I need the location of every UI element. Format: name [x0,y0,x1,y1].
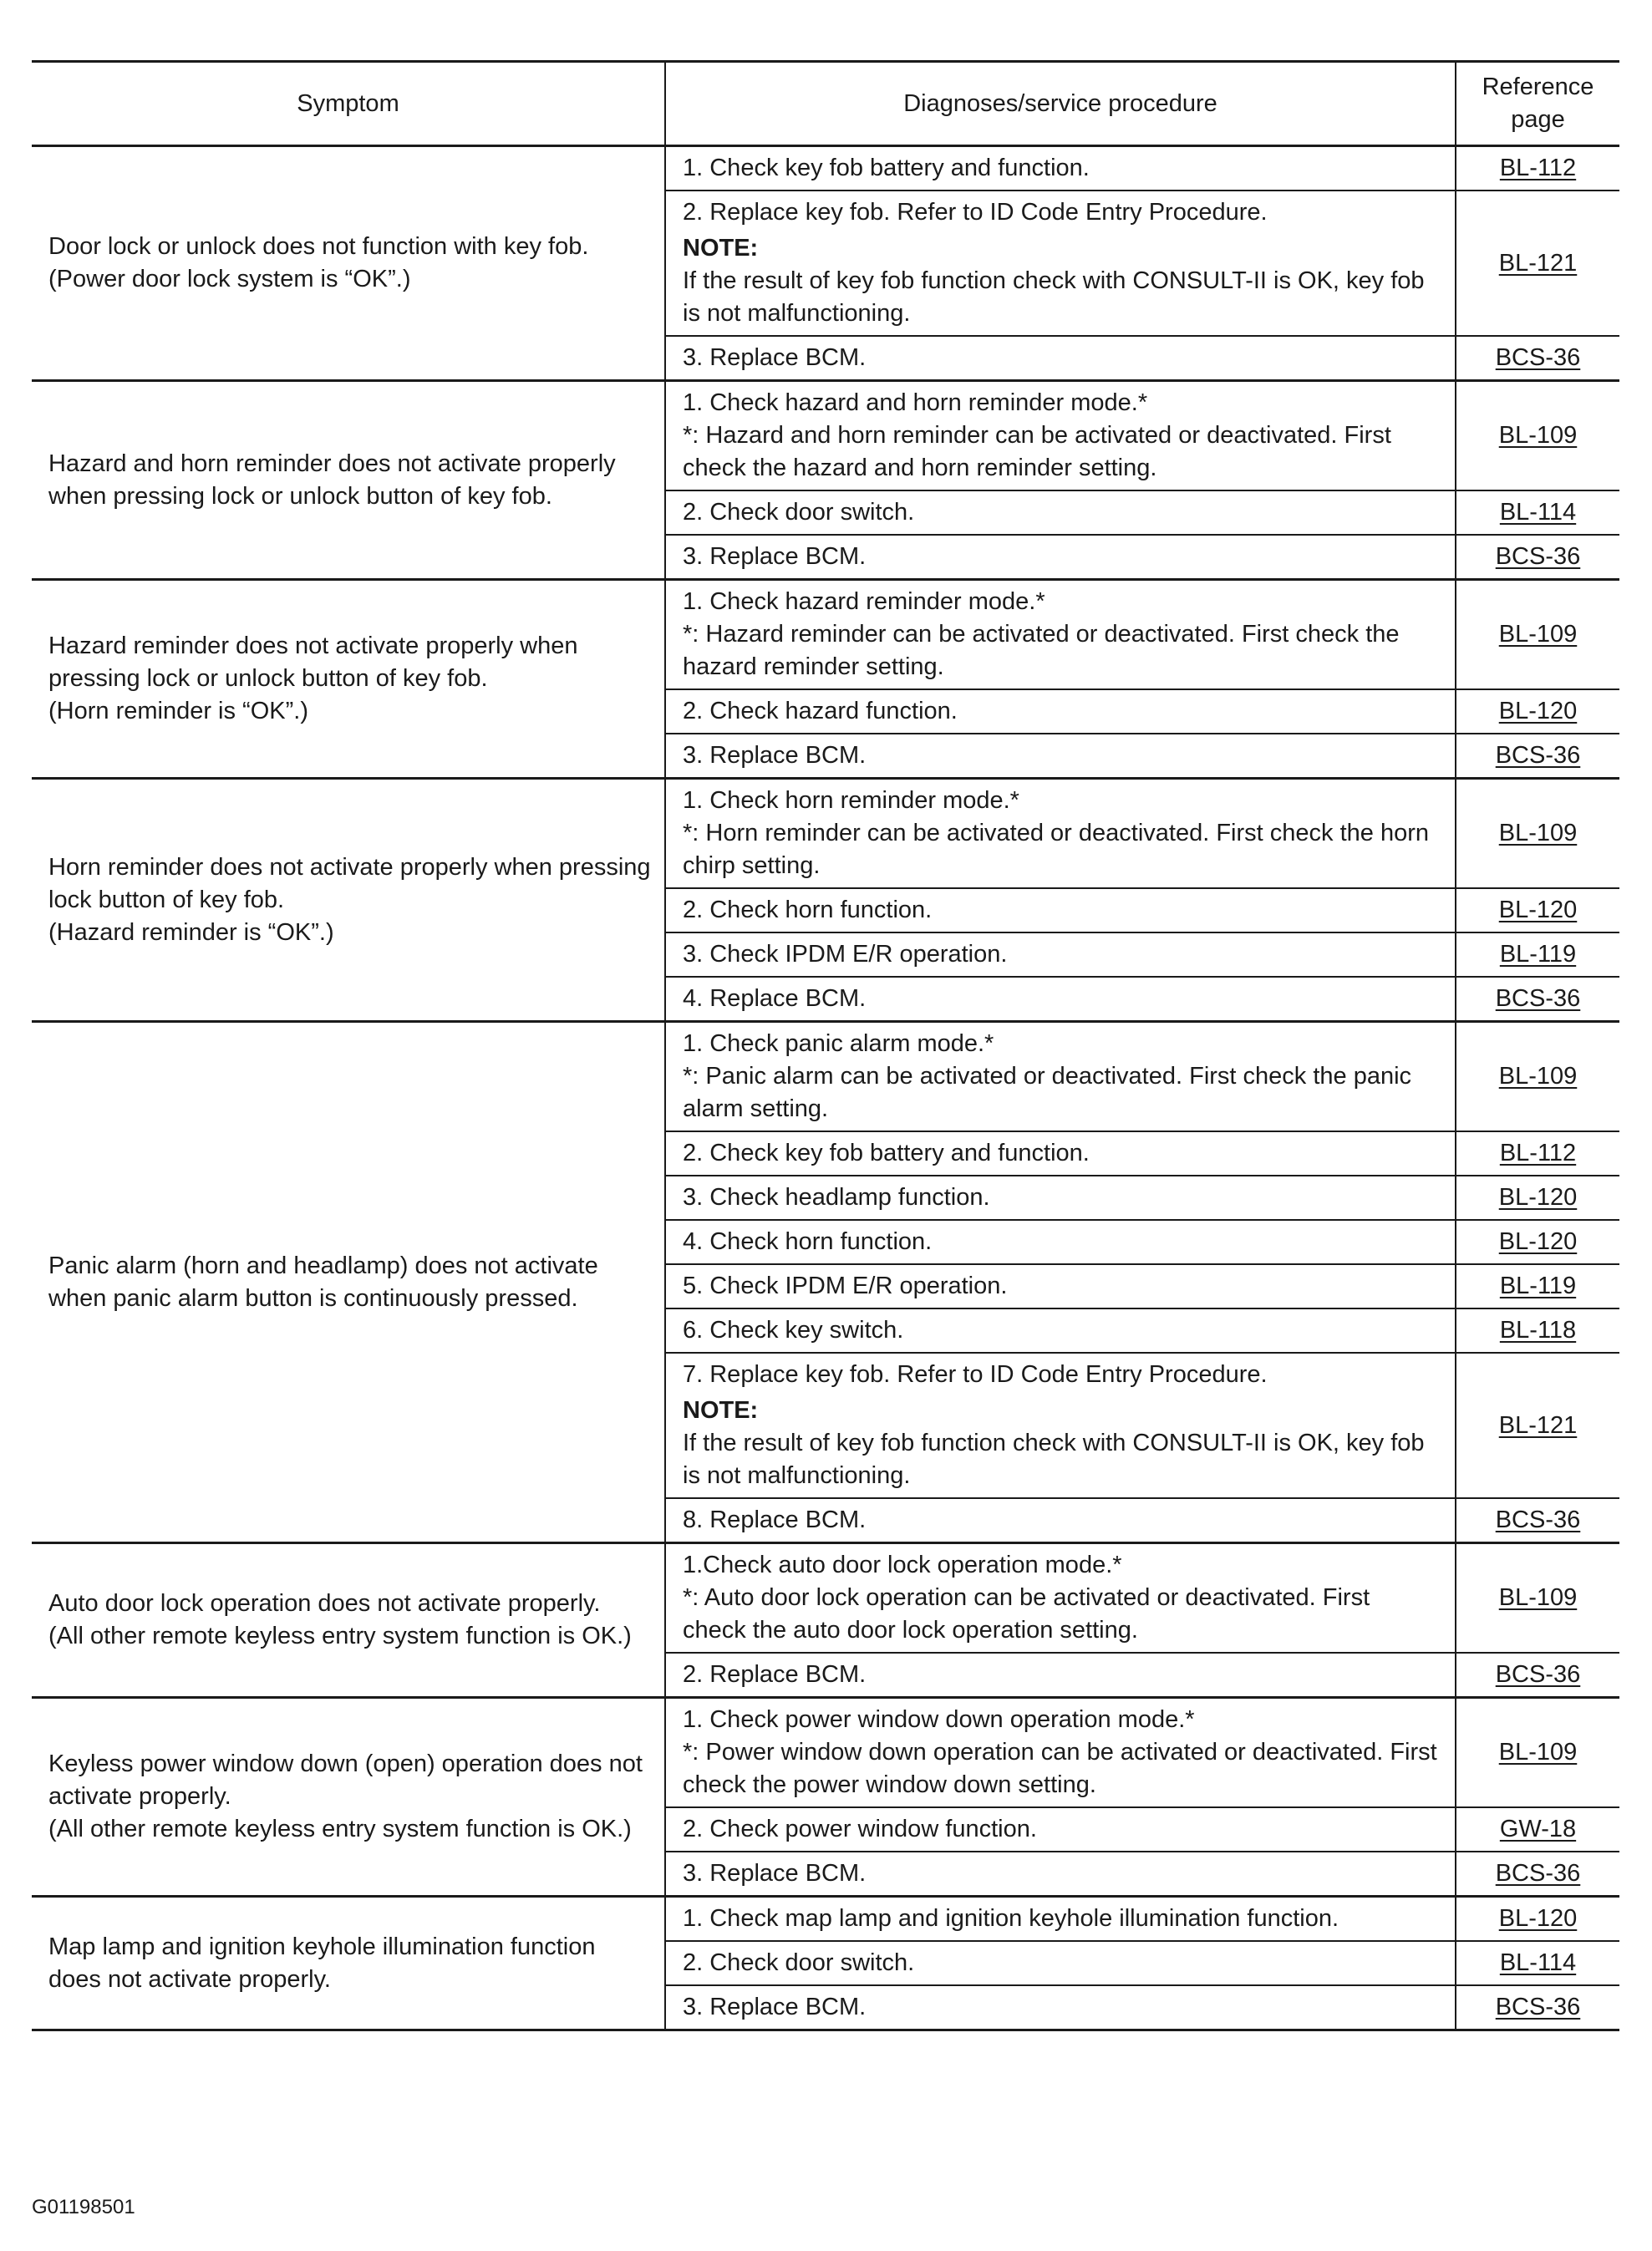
procedure-cell [665,146,1456,191]
procedure-cell [665,1852,1456,1897]
reference-cell [1456,1985,1619,2030]
procedure-cell [665,1807,1456,1852]
reference-link[interactable]: BL-120 [1498,1905,1578,1932]
symptom-text: (All other remote keyless entry system function is OK.) [48,1816,632,1842]
procedure-cell [665,932,1456,977]
procedure-step: 2. Replace key fob. Refer to ID Code Entry Procedure. [683,199,1268,226]
procedure-cell [665,1353,1456,1498]
procedure-step: 3. Check IPDM E/R operation. [683,941,1008,968]
reference-link[interactable]: GW-18 [1499,1816,1577,1842]
reference-link[interactable]: BL-109 [1498,1063,1578,1090]
procedure-step: 1. Check power window down operation mode.* [683,1706,1195,1733]
reference-cell [1456,336,1619,381]
procedure-detail: *: Auto door lock operation can be activated or deactivated. First check the auto door lock operation setting. [683,1584,1370,1644]
symptom-text: Map lamp and ignition keyhole illumination function does not activate properly. [48,1933,596,1993]
procedure-step: 1. Check key fob battery and function. [683,155,1090,181]
symptom-text: Hazard and horn reminder does not activate properly when pressing lock or unlock button of key fob. [48,450,616,510]
reference-link[interactable]: BL-121 [1498,249,1578,277]
reference-link[interactable]: BL-109 [1498,1584,1578,1611]
procedure-step: 3. Replace BCM. [683,543,867,570]
reference-link[interactable]: BCS-36 [1495,543,1581,570]
reference-link[interactable]: BCS-36 [1495,1994,1581,2020]
procedure-cell [665,490,1456,535]
symptom-group [32,580,1619,779]
reference-cell [1456,1852,1619,1897]
symptom-cell [32,1897,665,2030]
symptom-text: Panic alarm (horn and headlamp) does not activate when panic alarm button is continuously pressed. [48,1252,598,1312]
symptom-cell [32,1543,665,1698]
reference-cell [1456,734,1619,779]
symptom-cell [32,1698,665,1897]
procedure-cell [665,1498,1456,1543]
reference-link[interactable]: BCS-36 [1495,985,1581,1012]
symptom-group [32,1897,1619,2030]
symptom-text: (Horn reminder is “OK”.) [48,698,308,724]
procedure-detail: *: Panic alarm can be activated or deactivated. First check the panic alarm setting. [683,1063,1412,1122]
procedure-cell [665,1308,1456,1353]
procedure-step: 2. Check door switch. [683,499,915,526]
reference-cell [1456,381,1619,491]
procedure-detail: *: Horn reminder can be activated or deactivated. First check the horn chirp setting. [683,820,1429,879]
reference-cell [1456,1176,1619,1220]
header-procedure: Diagnoses/service procedure [665,62,1456,146]
procedure-cell [665,1653,1456,1698]
symptom-text: Auto door lock operation does not activate properly. [48,1590,601,1617]
procedure-detail: *: Hazard and horn reminder can be activated or deactivated. First check the hazard and horn reminder setting. [683,422,1391,481]
procedure-cell [665,779,1456,889]
reference-link[interactable]: BL-114 [1499,499,1577,526]
procedure-step: 2. Check horn function. [683,897,933,923]
note-label: NOTE: [683,235,759,262]
reference-cell [1456,1807,1619,1852]
procedure-cell [665,1264,1456,1308]
reference-cell [1456,1308,1619,1353]
procedure-step: 8. Replace BCM. [683,1507,867,1533]
reference-link[interactable]: BL-114 [1499,1949,1577,1976]
symptom-text: (Hazard reminder is “OK”.) [48,918,334,946]
reference-cell [1456,1897,1619,1942]
procedure-step: 4. Replace BCM. [683,985,867,1012]
reference-link[interactable]: BCS-36 [1495,742,1581,769]
procedure-cell [665,888,1456,932]
table-row [32,1897,1619,1942]
reference-cell [1456,580,1619,690]
procedure-step: 1. Check hazard and horn reminder mode.* [683,389,1148,416]
procedure-cell [665,381,1456,491]
reference-cell [1456,1498,1619,1543]
reference-cell [1456,1264,1619,1308]
procedure-step: 6. Check key switch. [683,1317,904,1344]
reference-link[interactable]: BL-109 [1498,621,1578,648]
symptom-cell [32,1022,665,1543]
table-row [32,1543,1619,1654]
procedure-detail: *: Hazard reminder can be activated or deactivated. First check the hazard reminder setting. [683,621,1400,680]
procedure-step: 1. Check horn reminder mode.* [683,787,1019,814]
procedure-cell [665,1022,1456,1132]
reference-cell [1456,1698,1619,1808]
procedure-cell [665,580,1456,690]
symptom-table [32,60,1619,2031]
reference-link[interactable]: BCS-36 [1495,1507,1581,1533]
procedure-cell [665,1698,1456,1808]
reference-cell [1456,1022,1619,1132]
note-text: If the result of key fob function check with CONSULT-II is OK, key fob is not malfunctioning. [683,1430,1425,1489]
symptom-group [32,1022,1619,1543]
procedure-cell [665,1543,1456,1654]
procedure-step: 1. Check map lamp and ignition keyhole illumination function. [683,1905,1339,1932]
troubleshooting-page [32,60,1619,2031]
symptom-text: Keyless power window down (open) operation does not activate properly. [48,1750,643,1810]
reference-link[interactable]: BL-120 [1498,1184,1578,1211]
procedure-cell [665,1897,1456,1942]
reference-cell [1456,689,1619,734]
symptom-group [32,381,1619,580]
reference-link[interactable]: BL-109 [1498,422,1578,449]
procedure-step: 2. Check door switch. [683,1949,915,1976]
symptom-cell [32,779,665,1022]
reference-link[interactable]: BL-112 [1499,155,1577,181]
reference-cell [1456,1353,1619,1498]
reference-cell [1456,932,1619,977]
symptom-group [32,146,1619,381]
reference-cell [1456,1653,1619,1698]
reference-link[interactable]: BL-119 [1499,941,1577,968]
symptom-text: (All other remote keyless entry system function is OK.) [48,1623,632,1649]
reference-link[interactable]: BL-119 [1499,1273,1577,1299]
reference-cell [1456,1941,1619,1985]
procedure-detail: *: Power window down operation can be activated or deactivated. First check the power window down setting. [683,1739,1437,1798]
symptom-group [32,1543,1619,1698]
table-row [32,779,1619,889]
procedure-cell [665,689,1456,734]
header-reference: Reference page [1456,62,1619,146]
table-row [32,1022,1619,1132]
reference-link[interactable]: BL-120 [1498,1228,1578,1255]
procedure-cell [665,336,1456,381]
reference-link[interactable]: BL-112 [1499,1140,1577,1166]
reference-link[interactable]: BL-118 [1499,1317,1577,1344]
reference-link[interactable]: BL-120 [1498,698,1578,724]
symptom-cell [32,580,665,779]
table-header [32,62,1619,146]
reference-link[interactable]: BCS-36 [1495,344,1581,371]
procedure-cell [665,191,1456,336]
procedure-step: 1.Check auto door lock operation mode.* [683,1552,1122,1578]
procedure-step: 3. Replace BCM. [683,742,867,769]
procedure-step: 2. Replace BCM. [683,1661,867,1688]
procedure-cell [665,1985,1456,2030]
table-row [32,146,1619,191]
table-row [32,1698,1619,1808]
symptom-cell [32,381,665,580]
procedure-step: 4. Check horn function. [683,1228,933,1255]
reference-cell [1456,977,1619,1022]
table-row [32,580,1619,690]
reference-link[interactable]: BL-121 [1498,1411,1578,1439]
reference-link[interactable]: BL-109 [1498,1739,1578,1766]
symptom-group [32,1698,1619,1897]
header-symptom: Symptom [32,62,665,146]
procedure-cell [665,1131,1456,1176]
header-row [32,62,1619,146]
note-label: NOTE: [683,1397,759,1424]
procedure-cell [665,1941,1456,1985]
procedure-step: 3. Replace BCM. [683,1994,867,2020]
reference-cell [1456,490,1619,535]
reference-cell [1456,535,1619,580]
procedure-cell [665,734,1456,779]
procedure-step: 3. Replace BCM. [683,344,867,371]
reference-link[interactable]: BCS-36 [1495,1661,1581,1688]
note-text: If the result of key fob function check with CONSULT-II is OK, key fob is not malfunctioning. [683,267,1425,327]
reference-cell [1456,779,1619,889]
procedure-cell [665,1220,1456,1264]
symptom-text: Door lock or unlock does not function with key fob. [48,233,589,260]
reference-cell [1456,1220,1619,1264]
procedure-step: 3. Check headlamp function. [683,1184,990,1211]
procedure-step: 1. Check panic alarm mode.* [683,1030,994,1057]
reference-cell [1456,888,1619,932]
procedure-step: 2. Check hazard function. [683,698,958,724]
procedure-step: 7. Replace key fob. Refer to ID Code Entry Procedure. [683,1361,1268,1388]
reference-cell [1456,146,1619,191]
symptom-cell [32,146,665,381]
procedure-cell [665,535,1456,580]
procedure-cell [665,977,1456,1022]
procedure-step: 3. Replace BCM. [683,1860,867,1887]
symptom-text: Horn reminder does not activate properly when pressing lock button of key fob. [48,853,651,913]
procedure-step: 2. Check power window function. [683,1816,1037,1842]
symptom-group [32,779,1619,1022]
procedure-cell [665,1176,1456,1220]
reference-cell [1456,1543,1619,1654]
table-row [32,381,1619,491]
reference-cell [1456,191,1619,336]
reference-link[interactable]: BL-120 [1498,897,1578,923]
symptom-text: (Power door lock system is “OK”.) [48,266,411,292]
reference-cell [1456,1131,1619,1176]
figure-code: G01198501 [32,2196,135,2218]
procedure-step: 2. Check key fob battery and function. [683,1140,1090,1166]
reference-link[interactable]: BCS-36 [1495,1860,1581,1887]
procedure-step: 1. Check hazard reminder mode.* [683,588,1045,615]
symptom-text: Hazard reminder does not activate properly when pressing lock or unlock button of key fob. [48,633,578,692]
reference-link[interactable]: BL-109 [1498,820,1578,846]
procedure-step: 5. Check IPDM E/R operation. [683,1273,1008,1299]
